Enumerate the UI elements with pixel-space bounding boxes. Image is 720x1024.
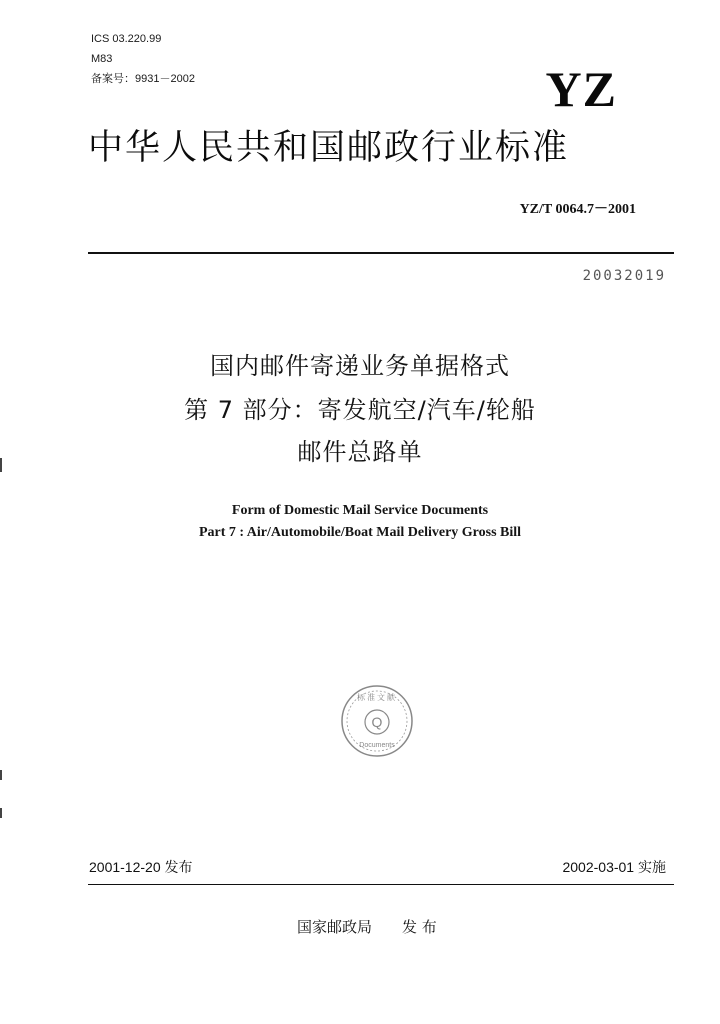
ccs-code: M83: [91, 53, 113, 65]
scan-mark: [0, 458, 2, 472]
yz-logo: YZ: [545, 61, 617, 117]
title-cn-line-3: 邮件总路单: [297, 438, 423, 466]
standard-number: YZ/T 0064.7－2001: [519, 202, 636, 217]
bottom-divider: [88, 884, 674, 885]
filing-number: 备案号：9931－2002: [91, 73, 195, 85]
title-en-line-2: Part 7 : Air/Automobile/Boat Mail Delivery Gross Bill: [198, 525, 522, 540]
standard-name: 中华人民共和国邮政行业标准: [88, 128, 570, 168]
ics-code: ICS 03.220.99: [91, 33, 162, 45]
seal-bottom-text: Documents: [359, 742, 395, 749]
scan-mark: [0, 808, 2, 818]
library-seal-icon: [339, 683, 415, 759]
implementation-date: 2002-03-01 实施: [562, 859, 666, 875]
seal-graphic: [339, 683, 415, 759]
issue-date: 2001-12-20 发布: [89, 859, 193, 875]
seal-center-text: Q: [371, 714, 383, 730]
title-cn-line-1: 国内邮件寄递业务单据格式: [210, 352, 510, 380]
publisher-line: [297, 917, 437, 937]
publisher-name: 国家邮政局: [297, 918, 373, 936]
stamp-number: 20032019: [582, 268, 666, 284]
publish-verb: 发 布: [402, 918, 437, 936]
seal-top-text: 标准文献: [357, 693, 397, 702]
title-cn-line-2: 第 7 部分：寄发航空/汽车/轮船: [184, 396, 536, 424]
top-divider: [88, 252, 674, 254]
title-en-line-1: Form of Domestic Mail Service Documents: [231, 503, 489, 518]
scan-mark: [0, 770, 2, 780]
